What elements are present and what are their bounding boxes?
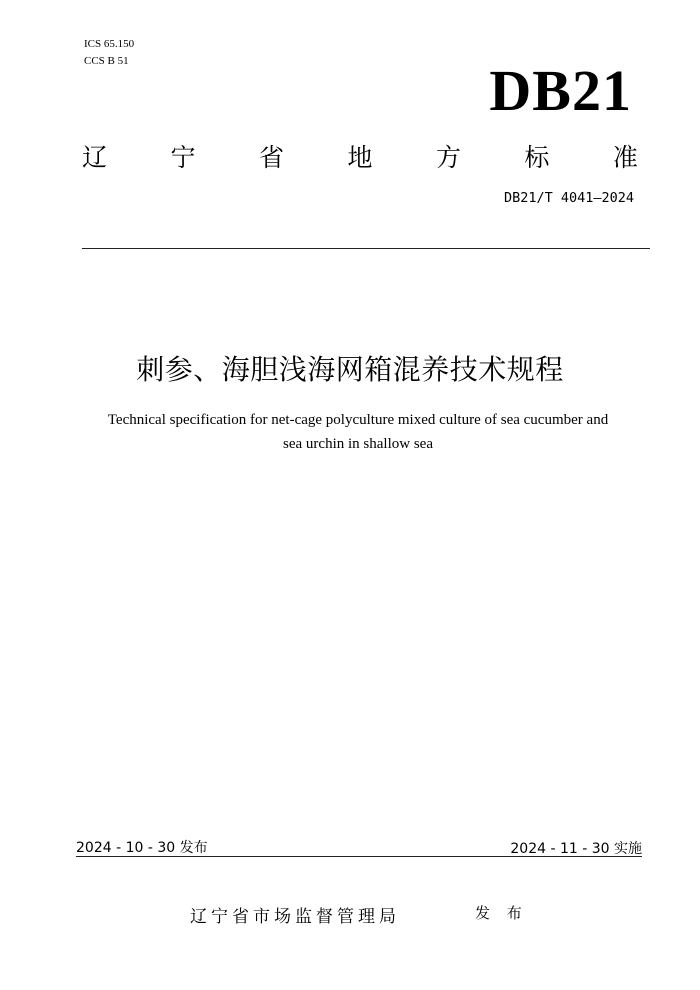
standard-type-char: 标 — [524, 143, 550, 172]
english-title-line: sea urchin in shallow sea — [283, 436, 433, 452]
ics-code: ICS 65.150 — [84, 38, 135, 50]
standard-type-char: 准 — [612, 143, 638, 172]
english-title-line: Technical specification for net-cage polyculture mixed culture of sea cucumber and — [107, 412, 609, 428]
standard-type-char: 宁 — [170, 143, 196, 172]
classification-codes — [84, 36, 134, 70]
chinese-title: 刺参、海胆浅海网箱混养技术规程 — [136, 353, 564, 386]
effective-date: 2024 - 11 - 30 实施 — [510, 841, 642, 857]
english-title — [70, 408, 646, 456]
standard-type-char: 地 — [347, 143, 373, 172]
standard-type-char: 省 — [258, 143, 284, 172]
standard-type-title — [82, 136, 638, 176]
footer-divider — [76, 856, 642, 857]
standard-type-char: 辽 — [82, 143, 108, 172]
standard-type-char: 方 — [435, 143, 461, 172]
header-divider — [82, 248, 650, 249]
ccs-code: CCS B 51 — [84, 55, 129, 67]
publish-date: 2024 - 10 - 30 发布 — [76, 840, 208, 856]
issue-label: 发 布 — [475, 904, 528, 922]
standard-number: DB21/T 4041—2024 — [503, 190, 634, 206]
standard-code-mark: DB21 — [489, 58, 632, 123]
issuing-authority: 辽宁省市场监督管理局 — [190, 907, 400, 927]
